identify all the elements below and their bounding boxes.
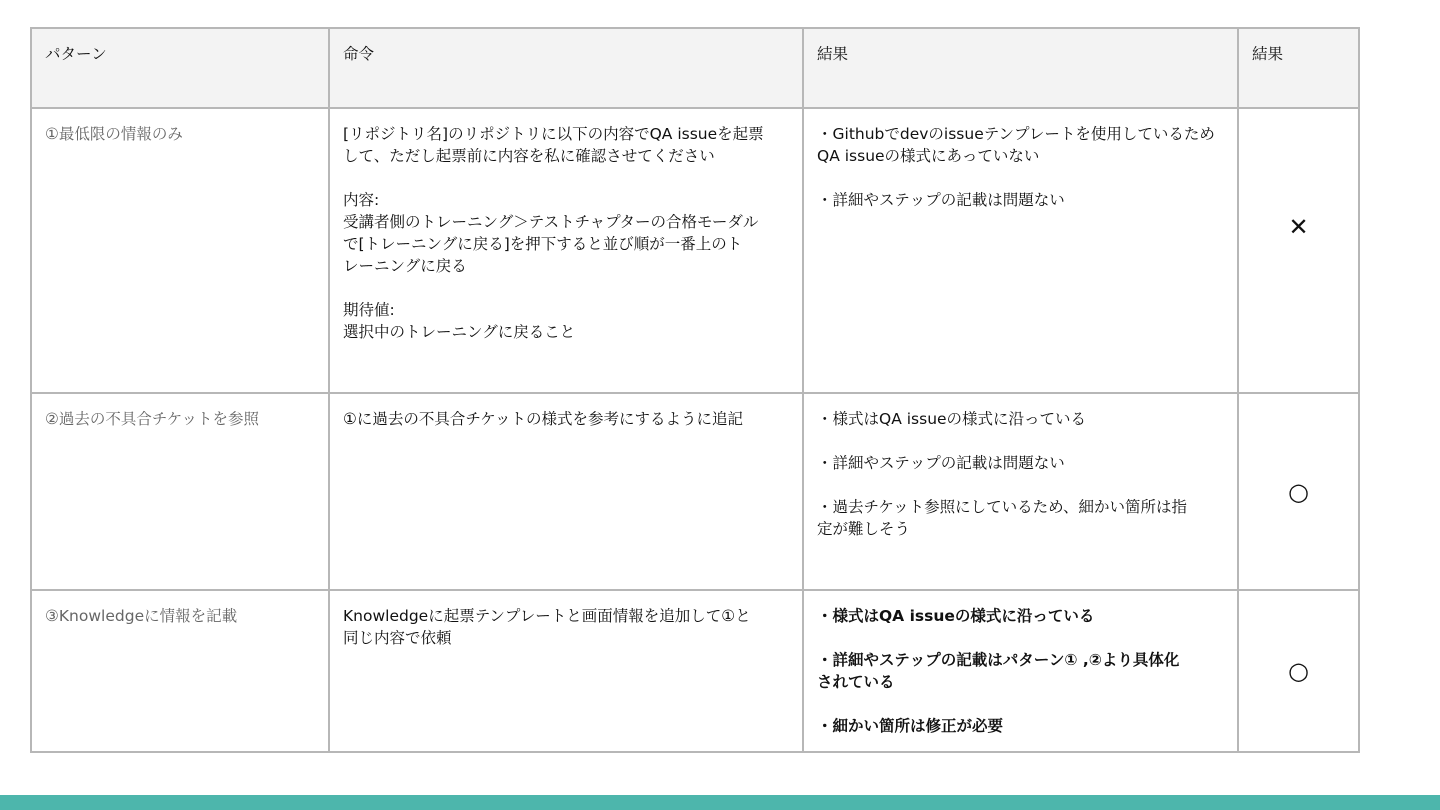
- pass-mark: ○: [1288, 657, 1309, 685]
- command-cell: [329, 393, 803, 590]
- pattern-cell: [31, 590, 329, 752]
- header-pattern: パターン: [31, 28, 329, 108]
- command-text: [リポジトリ名]のリポジトリに以下の内容でQA issueを起票 して、ただし起票前に内容を私に確認させてください: [343, 125, 764, 165]
- result-text: ・詳細やステップの記載はパターン① ,②より具体化 されている: [817, 651, 1180, 691]
- table-row: [31, 108, 1359, 393]
- pattern-label: ②過去の不具合チケットを参照: [45, 410, 260, 428]
- header-row: [31, 28, 1359, 108]
- command-text: ①に過去の不具合チケットの様式を参考にするように追記: [343, 410, 744, 428]
- mark-cell: [1238, 108, 1359, 393]
- header-command: 命令: [329, 28, 803, 108]
- table-row: [31, 393, 1359, 590]
- pattern-label: ①最低限の情報のみ: [45, 125, 183, 143]
- header-result-mark: 結果: [1238, 28, 1359, 108]
- comparison-table: [30, 27, 1360, 753]
- pattern-cell: [31, 108, 329, 393]
- result-text: ・過去チケット参照にしているため、細かい箇所は指 定が難しそう: [817, 498, 1187, 538]
- command-text: 期待値: 選択中のトレーニングに戻ること: [343, 301, 576, 341]
- fail-mark: ✕: [1288, 212, 1309, 241]
- result-text: ・詳細やステップの記載は問題ない: [817, 454, 1065, 472]
- command-cell: [329, 108, 803, 393]
- result-cell: [803, 590, 1238, 752]
- mark-cell: [1238, 590, 1359, 752]
- table-row: [31, 590, 1359, 752]
- header-result: 結果: [803, 28, 1238, 108]
- pass-mark: ○: [1288, 477, 1309, 506]
- result-cell: [803, 108, 1238, 393]
- command-text: 内容: 受講者側のトレーニング＞テストチャプターの合格モーダル で[トレーニングに戻る]を押下すると並び順が一番上のト レーニングに戻る: [343, 191, 759, 275]
- result-text: ・細かい箇所は修正が必要: [817, 717, 1004, 735]
- mark-cell: [1238, 393, 1359, 590]
- result-text: ・様式はQA issueの様式に沿っている: [817, 607, 1095, 625]
- result-cell: [803, 393, 1238, 590]
- result-text: ・様式はQA issueの様式に沿っている: [817, 410, 1087, 428]
- pattern-label: ③Knowledgeに情報を記載: [45, 607, 238, 625]
- result-text: ・Githubでdevのissueテンプレートを使用しているため QA issueの様式にあっていない: [817, 125, 1215, 165]
- command-cell: [329, 590, 803, 752]
- result-text: ・詳細やステップの記載は問題ない: [817, 191, 1065, 209]
- footer-accent-bar: [0, 795, 1440, 810]
- command-text: Knowledgeに起票テンプレートと画面情報を追加して①と 同じ内容で依頼: [343, 607, 751, 647]
- pattern-cell: [31, 393, 329, 590]
